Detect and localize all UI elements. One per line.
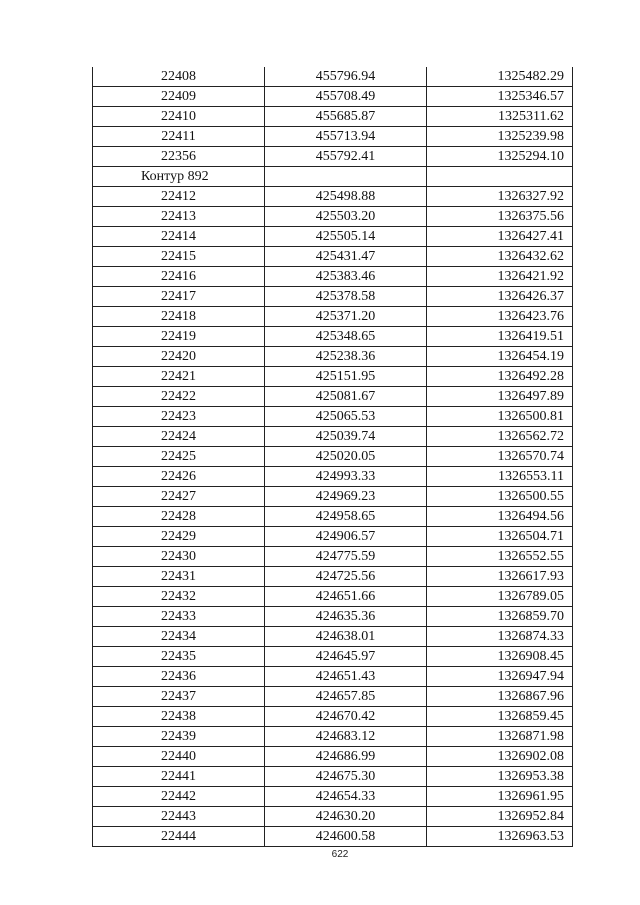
table-row	[93, 767, 573, 787]
point-id-cell: 22421	[93, 367, 265, 387]
y-coordinate-cell: 1326454.19	[427, 347, 573, 367]
table-row	[93, 147, 573, 167]
x-coordinate-cell: 424654.33	[265, 787, 427, 807]
table-row	[93, 427, 573, 447]
x-coordinate-cell: 425238.36	[265, 347, 427, 367]
y-coordinate-cell: 1326874.33	[427, 627, 573, 647]
y-coordinate-cell: 1326963.53	[427, 827, 573, 847]
y-coordinate-cell: 1326494.56	[427, 507, 573, 527]
table-row	[93, 647, 573, 667]
point-id-cell: 22409	[93, 87, 265, 107]
table-row	[93, 667, 573, 687]
point-id-cell: 22438	[93, 707, 265, 727]
x-coordinate-cell: 425348.65	[265, 327, 427, 347]
y-coordinate-cell: 1326497.89	[427, 387, 573, 407]
x-coordinate-cell: 424775.59	[265, 547, 427, 567]
point-id-cell: 22414	[93, 227, 265, 247]
x-coordinate-cell: 455796.94	[265, 67, 427, 87]
x-coordinate-cell: 424645.97	[265, 647, 427, 667]
point-id-cell: 22408	[93, 67, 265, 87]
table-row	[93, 127, 573, 147]
point-id-cell: 22431	[93, 567, 265, 587]
y-coordinate-cell: 1326562.72	[427, 427, 573, 447]
y-coordinate-cell: 1326552.55	[427, 547, 573, 567]
point-id-cell: 22426	[93, 467, 265, 487]
page-number: 622	[331, 849, 349, 860]
x-coordinate-cell: 424657.85	[265, 687, 427, 707]
point-id-cell: 22429	[93, 527, 265, 547]
table-row	[93, 447, 573, 467]
point-id-cell: 22415	[93, 247, 265, 267]
x-coordinate-cell: 424670.42	[265, 707, 427, 727]
x-coordinate-cell: 424686.99	[265, 747, 427, 767]
y-coordinate-cell: 1326427.41	[427, 227, 573, 247]
y-coordinate-cell: 1326421.92	[427, 267, 573, 287]
coordinates-table-body	[93, 67, 573, 847]
x-coordinate-cell: 455708.49	[265, 87, 427, 107]
x-coordinate-cell: 424725.56	[265, 567, 427, 587]
x-coordinate-cell: 424993.33	[265, 467, 427, 487]
y-coordinate-cell: 1326553.11	[427, 467, 573, 487]
y-coordinate-cell: 1326375.56	[427, 207, 573, 227]
point-id-cell: 22422	[93, 387, 265, 407]
y-coordinate-cell: 1326504.71	[427, 527, 573, 547]
point-id-cell: 22433	[93, 607, 265, 627]
x-coordinate-cell: 424651.66	[265, 587, 427, 607]
y-coordinate-cell: 1326859.70	[427, 607, 573, 627]
x-coordinate-cell: 424638.01	[265, 627, 427, 647]
table-row	[93, 707, 573, 727]
y-coordinate-cell: 1326432.62	[427, 247, 573, 267]
x-coordinate-cell: 424675.30	[265, 767, 427, 787]
table-row	[93, 267, 573, 287]
y-coordinate-cell: 1326953.38	[427, 767, 573, 787]
y-coordinate-cell: 1326492.28	[427, 367, 573, 387]
table-row	[93, 367, 573, 387]
point-id-cell: 22423	[93, 407, 265, 427]
point-id-cell: 22437	[93, 687, 265, 707]
x-coordinate-cell: 425498.88	[265, 187, 427, 207]
x-coordinate-cell: 425383.46	[265, 267, 427, 287]
table-row	[93, 787, 573, 807]
table-row	[93, 727, 573, 747]
table-row	[93, 807, 573, 827]
point-id-cell: 22441	[93, 767, 265, 787]
point-id-cell: 22425	[93, 447, 265, 467]
point-id-cell: 22419	[93, 327, 265, 347]
y-coordinate-cell: 1326789.05	[427, 587, 573, 607]
table-row	[93, 87, 573, 107]
y-coordinate-cell: 1325482.29	[427, 67, 573, 87]
table-row	[93, 467, 573, 487]
y-coordinate-cell: 1326500.55	[427, 487, 573, 507]
point-id-cell: 22411	[93, 127, 265, 147]
x-coordinate-cell: 424969.23	[265, 487, 427, 507]
table-row	[93, 287, 573, 307]
point-id-cell: 22356	[93, 147, 265, 167]
coordinates-table	[92, 67, 573, 847]
point-id-cell: 22410	[93, 107, 265, 127]
y-coordinate-cell: 1326570.74	[427, 447, 573, 467]
table-row	[93, 587, 573, 607]
point-id-cell: 22413	[93, 207, 265, 227]
x-coordinate-cell: 424683.12	[265, 727, 427, 747]
table-row	[93, 507, 573, 527]
y-coordinate-cell: 1326867.96	[427, 687, 573, 707]
x-coordinate-cell: 424958.65	[265, 507, 427, 527]
point-id-cell: 22412	[93, 187, 265, 207]
point-id-cell: 22434	[93, 627, 265, 647]
y-coordinate-cell: 1325346.57	[427, 87, 573, 107]
point-id-cell: 22428	[93, 507, 265, 527]
x-coordinate-cell: 455713.94	[265, 127, 427, 147]
point-id-cell: 22442	[93, 787, 265, 807]
table-row	[93, 407, 573, 427]
y-coordinate-cell: 1326617.93	[427, 567, 573, 587]
point-id-cell: 22430	[93, 547, 265, 567]
point-id-cell: 22444	[93, 827, 265, 847]
y-coordinate-cell: 1326426.37	[427, 287, 573, 307]
x-coordinate-cell: 425020.05	[265, 447, 427, 467]
point-id-cell: 22439	[93, 727, 265, 747]
y-coordinate-cell: 1325311.62	[427, 107, 573, 127]
x-coordinate-cell: 424635.36	[265, 607, 427, 627]
table-row	[93, 827, 573, 847]
x-coordinate-cell: 425431.47	[265, 247, 427, 267]
table-row	[93, 607, 573, 627]
x-coordinate-cell: 455685.87	[265, 107, 427, 127]
table-row	[93, 207, 573, 227]
point-id-cell: 22417	[93, 287, 265, 307]
y-coordinate-cell: 1326419.51	[427, 327, 573, 347]
y-coordinate-cell: 1326871.98	[427, 727, 573, 747]
table-row	[93, 347, 573, 367]
table-row	[93, 187, 573, 207]
y-coordinate-cell: 1326423.76	[427, 307, 573, 327]
point-id-cell: 22418	[93, 307, 265, 327]
y-coordinate-cell: 1326952.84	[427, 807, 573, 827]
y-coordinate-cell: 1326908.45	[427, 647, 573, 667]
y-coordinate-cell	[427, 167, 573, 187]
y-coordinate-cell: 1326902.08	[427, 747, 573, 767]
x-coordinate-cell: 425151.95	[265, 367, 427, 387]
table-row	[93, 527, 573, 547]
table-row	[93, 567, 573, 587]
table-row	[93, 67, 573, 87]
x-coordinate-cell: 425503.20	[265, 207, 427, 227]
point-id-cell: 22424	[93, 427, 265, 447]
y-coordinate-cell: 1325294.10	[427, 147, 573, 167]
x-coordinate-cell: 424651.43	[265, 667, 427, 687]
table-row	[93, 487, 573, 507]
table-row	[93, 627, 573, 647]
point-id-cell: 22416	[93, 267, 265, 287]
section-label-cell: Контур 892	[93, 167, 265, 187]
table-row	[93, 547, 573, 567]
point-id-cell: 22435	[93, 647, 265, 667]
y-coordinate-cell: 1326859.45	[427, 707, 573, 727]
point-id-cell: 22432	[93, 587, 265, 607]
table-row	[93, 247, 573, 267]
y-coordinate-cell: 1326500.81	[427, 407, 573, 427]
table-row	[93, 107, 573, 127]
y-coordinate-cell: 1325239.98	[427, 127, 573, 147]
point-id-cell: 22420	[93, 347, 265, 367]
table-row	[93, 747, 573, 767]
x-coordinate-cell: 424906.57	[265, 527, 427, 547]
x-coordinate-cell: 424630.20	[265, 807, 427, 827]
table-row	[93, 687, 573, 707]
point-id-cell: 22436	[93, 667, 265, 687]
point-id-cell: 22443	[93, 807, 265, 827]
point-id-cell: 22440	[93, 747, 265, 767]
x-coordinate-cell: 425371.20	[265, 307, 427, 327]
x-coordinate-cell: 425505.14	[265, 227, 427, 247]
table-section-row	[93, 167, 573, 187]
x-coordinate-cell: 425081.67	[265, 387, 427, 407]
table-row	[93, 227, 573, 247]
point-id-cell: 22427	[93, 487, 265, 507]
x-coordinate-cell: 424600.58	[265, 827, 427, 847]
x-coordinate-cell: 425378.58	[265, 287, 427, 307]
table-row	[93, 307, 573, 327]
x-coordinate-cell: 425039.74	[265, 427, 427, 447]
table-row	[93, 387, 573, 407]
x-coordinate-cell: 455792.41	[265, 147, 427, 167]
y-coordinate-cell: 1326961.95	[427, 787, 573, 807]
x-coordinate-cell	[265, 167, 427, 187]
x-coordinate-cell: 425065.53	[265, 407, 427, 427]
table-row	[93, 327, 573, 347]
y-coordinate-cell: 1326327.92	[427, 187, 573, 207]
y-coordinate-cell: 1326947.94	[427, 667, 573, 687]
